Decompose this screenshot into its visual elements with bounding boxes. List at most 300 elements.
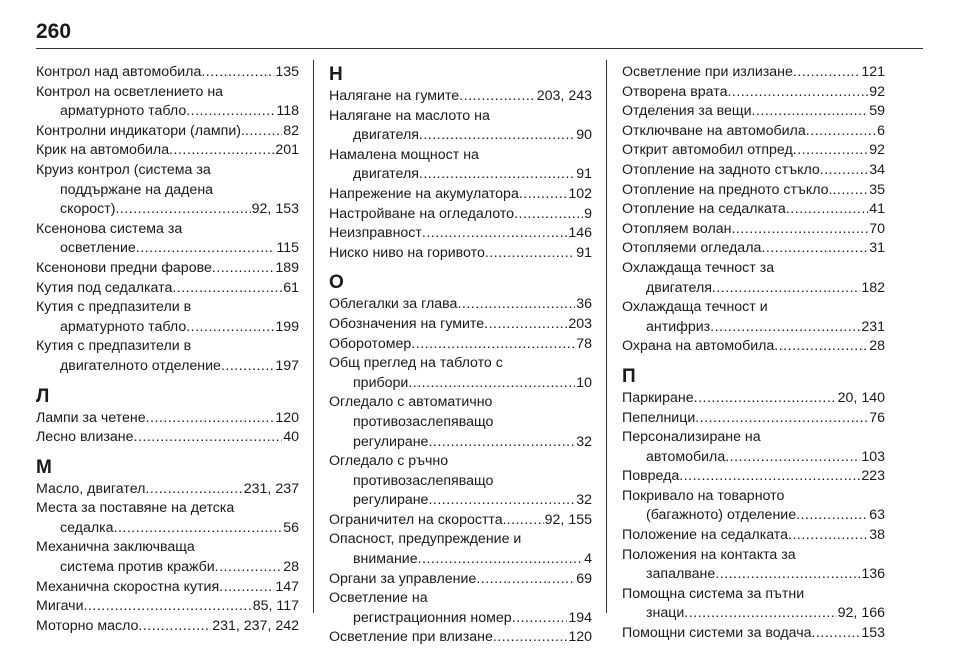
- page-reference: 31: [869, 240, 885, 257]
- entry-text: Кутия с предпазители в: [36, 338, 192, 355]
- entry-text: Отопление на задното стъкло: [622, 161, 820, 178]
- entry-text: внимание: [353, 551, 418, 568]
- index-entry: [622, 624, 885, 644]
- entry-line: [622, 259, 885, 279]
- entry-text: Кутия с предпазители в: [36, 299, 192, 316]
- entry-text: Помощни системи за водача: [622, 625, 812, 642]
- entry-line: [36, 318, 299, 338]
- entry-line: [36, 83, 299, 103]
- index-entry: [329, 295, 592, 315]
- entry-text: двигателя: [646, 279, 712, 296]
- index-entry: [36, 597, 299, 617]
- dot-leader: [411, 335, 575, 355]
- page-reference: 91: [576, 166, 592, 183]
- entry-text: Контрол на осветлението на: [36, 83, 224, 100]
- page-reference: 10: [576, 374, 592, 391]
- entry-line: [329, 550, 592, 570]
- entry-line: [622, 141, 885, 161]
- dot-leader: [146, 409, 275, 429]
- dot-leader: [712, 279, 860, 299]
- page-reference: 63: [869, 507, 885, 524]
- entry-line: [622, 585, 885, 605]
- page-reference: 189: [275, 259, 299, 276]
- entry-line: [622, 487, 885, 507]
- index-entry: [36, 428, 299, 448]
- index-entry: [329, 244, 592, 264]
- dot-leader: [221, 357, 274, 377]
- entry-text: Круиз контрол (система за: [36, 161, 211, 178]
- index-entry: [36, 161, 299, 220]
- entry-line: [329, 609, 592, 629]
- entry-text: Отопление на предното стъкло.: [622, 181, 833, 198]
- index-entry: [622, 526, 885, 546]
- dot-leader: [419, 165, 575, 185]
- index-entry: [36, 538, 299, 577]
- page-reference: 85, 117: [252, 598, 299, 615]
- header-rule: [36, 48, 923, 49]
- section-letter: Н: [329, 64, 343, 85]
- index-entry: [622, 141, 885, 161]
- index-column-3: [622, 63, 885, 644]
- index-entry: [329, 511, 592, 531]
- entry-text: Покривало на товарното: [622, 487, 785, 504]
- entry-line: [329, 107, 592, 127]
- entry-line: [36, 558, 299, 578]
- entry-line: [622, 565, 885, 585]
- index-entry: [329, 589, 592, 628]
- entry-text: Механична заключваща: [36, 539, 195, 556]
- column-divider: [313, 60, 314, 613]
- dot-leader: [169, 141, 274, 161]
- dot-leader: [215, 558, 283, 578]
- page-reference: 20, 140: [837, 389, 885, 406]
- page-reference: 70: [869, 220, 885, 237]
- entry-text: арматурното табло: [60, 103, 187, 120]
- entry-text: Настройване на огледалото: [329, 205, 515, 222]
- page-reference: 147: [275, 578, 299, 595]
- entry-line: [622, 409, 885, 429]
- entry-line: [36, 597, 299, 617]
- entry-text: противозаслепяващо: [353, 472, 494, 489]
- page-reference: 201: [275, 142, 299, 159]
- index-entry: [622, 337, 885, 357]
- entry-text: Охрана на автомобила: [622, 338, 775, 355]
- page-reference: 92: [869, 83, 885, 100]
- dot-leader: [186, 102, 275, 122]
- entry-line: [36, 161, 299, 181]
- entry-line: [329, 205, 592, 225]
- page-reference: 61: [283, 279, 299, 296]
- entry-line: [622, 161, 885, 181]
- entry-line: [329, 628, 592, 648]
- entry-line: [36, 141, 299, 161]
- dot-leader: [245, 122, 282, 142]
- entry-line: [36, 63, 299, 83]
- index-entry: [36, 220, 299, 259]
- index-entry: [36, 409, 299, 429]
- entry-line: [36, 181, 299, 201]
- index-entry: [622, 220, 885, 240]
- index-entry: [622, 259, 885, 298]
- index-entry: [622, 200, 885, 220]
- entry-text: Персонализиране на: [622, 429, 761, 446]
- entry-line: [36, 519, 299, 539]
- page-reference: 92: [869, 142, 885, 159]
- page-reference: 118: [276, 103, 299, 120]
- dot-leader: [136, 239, 276, 259]
- entry-text: Лампи за четене: [36, 409, 146, 426]
- page-reference: 82: [283, 122, 299, 139]
- entry-text: Осветление при влизане: [329, 629, 493, 646]
- entry-line: [329, 185, 592, 205]
- entry-line: [622, 506, 885, 526]
- dot-leader: [138, 617, 211, 637]
- page-reference: 91: [576, 244, 592, 261]
- entry-line: [622, 220, 885, 240]
- index-entry: [622, 546, 885, 585]
- entry-line: [329, 315, 592, 335]
- entry-line: [36, 357, 299, 377]
- dot-leader: [695, 409, 868, 429]
- index-entry: [622, 102, 885, 122]
- page-reference: 136: [861, 566, 885, 583]
- page-reference: 92, 155: [544, 511, 592, 528]
- page-reference: 35: [869, 181, 885, 198]
- page-reference: 203: [568, 315, 592, 332]
- dot-leader: [684, 604, 836, 624]
- entry-text: Масло, двигател: [36, 480, 146, 497]
- page-reference: 146: [568, 225, 592, 242]
- dot-leader: [428, 491, 575, 511]
- page-reference: 69: [576, 570, 592, 587]
- dot-leader: [145, 480, 242, 500]
- entry-text: Огледало с ръчно: [329, 453, 449, 470]
- entry-text: система против кражби: [60, 559, 215, 576]
- entry-text: двигателното отделение: [60, 357, 221, 374]
- entry-text: Пепелници: [622, 409, 696, 426]
- entry-text: седалка: [60, 519, 114, 536]
- entry-line: [329, 491, 592, 511]
- index-entry: [329, 87, 592, 107]
- dot-leader: [114, 519, 283, 539]
- index-column-2: [329, 63, 592, 648]
- index-entry: [36, 499, 299, 538]
- dot-leader: [186, 318, 274, 338]
- index-entry: [36, 83, 299, 122]
- index-entry: [36, 63, 299, 83]
- entry-text: Моторно масло: [36, 617, 139, 634]
- entry-text: прибори: [353, 374, 409, 391]
- entry-text: Повреда: [622, 468, 680, 485]
- entry-text: Отворена врата: [622, 83, 728, 100]
- entry-text: Механична скоростна кутия: [36, 578, 220, 595]
- dot-leader: [172, 279, 282, 299]
- page-number: 260: [36, 20, 72, 43]
- entry-line: [36, 480, 299, 500]
- index-entry: [329, 107, 592, 146]
- dot-leader: [219, 578, 274, 598]
- entry-line: [622, 337, 885, 357]
- page-reference: 34: [869, 161, 885, 178]
- entry-line: [36, 102, 299, 122]
- dot-leader: [796, 506, 868, 526]
- entry-line: [622, 428, 885, 448]
- entry-text: арматурното табло: [60, 318, 187, 335]
- entry-line: [329, 472, 592, 492]
- entry-line: [36, 239, 299, 259]
- entry-line: [329, 244, 592, 264]
- page-reference: 197: [275, 357, 299, 374]
- page-reference: 120: [568, 629, 592, 646]
- dot-leader: [788, 526, 868, 546]
- entry-text: Кутия под седалката: [36, 279, 173, 296]
- entry-text: Крик на автомобила: [36, 142, 170, 159]
- dot-leader: [731, 220, 868, 240]
- page-reference: 121: [861, 64, 885, 80]
- dot-leader: [793, 141, 868, 161]
- entry-text: Охлаждаща течност за: [622, 259, 775, 276]
- index-entry: [622, 389, 885, 409]
- index-entry: [329, 224, 592, 244]
- dot-leader: [812, 624, 861, 644]
- index-entry: [329, 146, 592, 185]
- index-entry: [329, 354, 592, 393]
- index-entry: [622, 122, 885, 142]
- entry-line: [36, 220, 299, 240]
- dot-leader: [820, 161, 868, 181]
- entry-line: [622, 318, 885, 338]
- page-reference: 223: [861, 468, 885, 485]
- page-reference: 231, 237, 242: [212, 617, 299, 634]
- index-entry: [622, 428, 885, 467]
- page-reference: 120: [275, 409, 299, 426]
- page-reference: 92, 166: [837, 605, 885, 622]
- entry-text: Органи за управление: [329, 570, 477, 587]
- index-entry: [329, 628, 592, 648]
- page-reference: 231: [861, 318, 885, 335]
- entry-line: [36, 428, 299, 448]
- dot-leader: [727, 83, 868, 103]
- entry-text: регулиране: [353, 492, 429, 509]
- page-reference: 9: [584, 205, 592, 222]
- index-entry: [329, 452, 592, 511]
- index-entry: [622, 161, 885, 181]
- page-reference: 36: [576, 296, 592, 313]
- entry-line: [622, 83, 885, 103]
- entry-text: Обозначения на гумите: [329, 315, 485, 332]
- entry-line: [622, 389, 885, 409]
- entry-line: [329, 354, 592, 374]
- entry-line: [622, 604, 885, 624]
- page-reference: 92, 153: [251, 201, 299, 218]
- entry-line: [622, 467, 885, 487]
- dot-leader: [84, 597, 252, 617]
- entry-text: автомобила: [646, 448, 726, 465]
- dot-leader: [457, 295, 575, 315]
- entry-line: [329, 570, 592, 590]
- entry-text: (багажното) отделение: [646, 507, 797, 524]
- index-entry: [36, 259, 299, 279]
- page-reference: 199: [275, 318, 299, 335]
- dot-leader: [507, 511, 544, 531]
- entry-line: [329, 433, 592, 453]
- entry-text: регулиране: [353, 433, 429, 450]
- page-reference: 135: [275, 64, 299, 80]
- index-entry: [329, 393, 592, 452]
- page-reference: 32: [576, 433, 592, 450]
- page-reference: 78: [576, 335, 592, 352]
- entry-text: антифриз: [646, 318, 711, 335]
- entry-text: Налягане на маслото на: [329, 107, 490, 124]
- dot-leader: [710, 318, 860, 338]
- entry-line: [329, 165, 592, 185]
- entry-text: осветление: [60, 240, 136, 257]
- entry-text: Отключване на автомобила: [622, 122, 806, 139]
- page-reference: 4: [584, 551, 592, 568]
- entry-text: Помощна система за пътни: [622, 585, 805, 602]
- index-entry: [36, 578, 299, 598]
- entry-text: Ксенонови предни фарове: [36, 259, 212, 276]
- dot-leader: [418, 550, 584, 570]
- entry-line: [36, 122, 299, 142]
- entry-line: [36, 337, 299, 357]
- dot-leader: [519, 185, 567, 205]
- dot-leader: [115, 200, 250, 220]
- index-entry: [36, 617, 299, 637]
- entry-text: Охлаждаща течност и: [622, 299, 768, 316]
- page-reference: 153: [861, 625, 885, 642]
- entry-line: [329, 126, 592, 146]
- entry-line: [329, 87, 592, 107]
- entry-line: [622, 102, 885, 122]
- entry-text: Оборотомер: [329, 335, 412, 352]
- dot-leader: [806, 122, 876, 142]
- dot-leader: [212, 259, 274, 279]
- dot-leader: [201, 63, 274, 83]
- page-reference: 28: [869, 338, 885, 355]
- dot-leader: [832, 181, 868, 201]
- index-entry: [622, 298, 885, 337]
- entry-text: Отопляем волан: [622, 220, 732, 237]
- entry-line: [622, 298, 885, 318]
- page-reference: 56: [283, 519, 299, 536]
- dot-leader: [476, 570, 575, 590]
- dot-leader: [408, 374, 575, 394]
- dot-leader: [725, 448, 860, 468]
- entry-text: Отопляеми огледала: [622, 240, 762, 257]
- entry-text: Отопление на седалката: [622, 201, 786, 218]
- index-entry: [329, 570, 592, 590]
- dot-leader: [484, 315, 567, 335]
- index-entry: [622, 63, 885, 83]
- page-reference: 76: [869, 409, 885, 426]
- entry-text: Осветление на: [329, 590, 428, 607]
- dot-leader: [485, 244, 575, 264]
- entry-text: Мигачи: [36, 598, 84, 615]
- entry-line: [622, 279, 885, 299]
- index-entry: [36, 480, 299, 500]
- entry-line: [622, 181, 885, 201]
- dot-leader: [752, 102, 869, 122]
- index-entry: [622, 239, 885, 259]
- entry-line: [36, 538, 299, 558]
- dot-leader: [715, 565, 860, 585]
- entry-text: Лесно влизане: [36, 429, 134, 446]
- entry-text: двигателя: [353, 166, 419, 183]
- entry-line: [622, 546, 885, 566]
- entry-text: противозаслепяващо: [353, 413, 494, 430]
- index-entry: [329, 530, 592, 569]
- entry-text: Ограничител на скоростта.: [329, 511, 507, 528]
- entry-line: [622, 526, 885, 546]
- entry-line: [329, 452, 592, 472]
- entry-line: [622, 63, 885, 83]
- dot-leader: [679, 467, 860, 487]
- page-reference: 28: [283, 559, 299, 576]
- page-reference: 59: [869, 103, 885, 120]
- dot-leader: [422, 224, 567, 244]
- dot-leader: [774, 337, 868, 357]
- entry-line: [329, 393, 592, 413]
- entry-line: [329, 511, 592, 531]
- dot-leader: [512, 609, 568, 629]
- index-entry: [622, 585, 885, 624]
- entry-line: [329, 146, 592, 166]
- dot-leader: [419, 126, 575, 146]
- entry-text: Паркиране: [622, 389, 694, 406]
- dot-leader: [459, 87, 536, 107]
- entry-line: [622, 624, 885, 644]
- dot-leader: [514, 205, 583, 225]
- index-entry: [329, 205, 592, 225]
- page-reference: 6: [877, 122, 885, 139]
- index-entry: [36, 279, 299, 299]
- entry-text: поддържане на дадена: [60, 181, 214, 198]
- index-entry: [622, 467, 885, 487]
- section-letter: Л: [36, 385, 50, 407]
- entry-text: Неизправност: [329, 225, 422, 242]
- dot-leader: [694, 389, 837, 409]
- entry-line: [36, 200, 299, 220]
- entry-text: Осветление при излизане: [622, 64, 793, 80]
- entry-line: [329, 374, 592, 394]
- entry-text: Облегалки за глава: [329, 296, 458, 313]
- entry-text: скорост): [60, 201, 116, 218]
- entry-line: [36, 409, 299, 429]
- entry-text: Контролни индикатори (лампи).: [36, 122, 245, 139]
- entry-text: Ниско ниво на горивото: [329, 244, 485, 261]
- entry-line: [329, 413, 592, 433]
- entry-line: [36, 617, 299, 637]
- page-reference: 32: [576, 492, 592, 509]
- entry-text: двигателя: [353, 127, 419, 144]
- entry-line: [329, 335, 592, 355]
- section-letter: М: [36, 456, 52, 478]
- entry-text: Отделения за вещи: [622, 103, 752, 120]
- page-reference: 115: [276, 240, 299, 257]
- entry-text: Ксенонова система за: [36, 220, 183, 237]
- entry-line: [622, 239, 885, 259]
- page-reference: 40: [283, 429, 299, 446]
- entry-line: [329, 530, 592, 550]
- entry-text: Открит автомобил отпред: [622, 142, 793, 159]
- page-reference: 194: [568, 609, 592, 626]
- index-entry: [622, 487, 885, 526]
- index-entry: [329, 315, 592, 335]
- index-entry: [36, 141, 299, 161]
- index-entry: [36, 122, 299, 142]
- section-letter: П: [622, 365, 636, 387]
